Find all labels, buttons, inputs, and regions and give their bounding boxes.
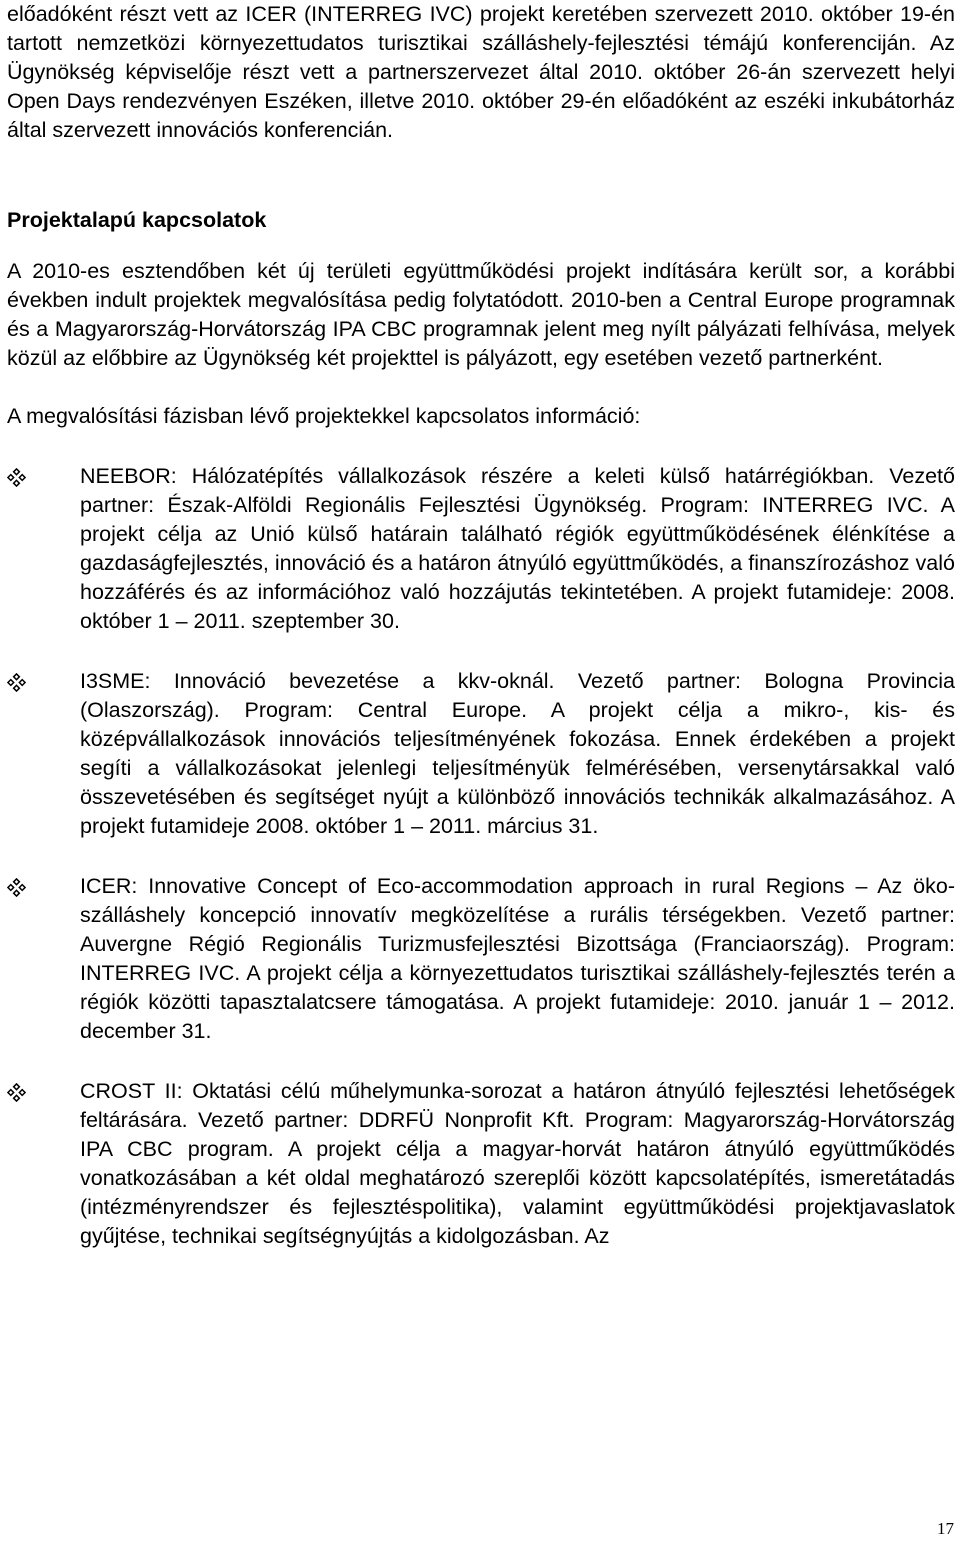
project-text: CROST II: Oktatási célú műhelymunka-sorozat a határon átnyúló fejlesztési lehetőségek feltárására. Vezető partner: DDRFÜ Nonprofit Kft. Program: Magyarország-Horvátország IPA CBC program. A projekt célja a magyar-horvát határon átnyúló együttműködés vonatkozásában a két oldal meghatározó szereplői között kapcsolatépítés, ismeretátadás (intézményrendszer és fejlesztéspolitika), valamint együttműködési projektjavaslatok gyűjtése, technikai segítségnyújtás a kidolgozásban. Az bbox=[80, 1079, 955, 1248]
project-item-neebor bbox=[7, 462, 955, 636]
document-page bbox=[7, 0, 955, 1251]
diamond-bullet-icon bbox=[7, 673, 26, 692]
project-text: I3SME: Innováció bevezetése a kkv-oknál. Vezető partner: Bologna Provincia (Olaszország). Program: Central Europe. A projekt célja a mikro-, kis- és középvállalkozások innovációs teljesítményének fokozása. Ennek érdekében a projekt segíti a vállalkozásokat jelenlegi teljesítményük felmérésében, versenytársakkal való összevetésében és segítséget nyújt a különböző innovációs technikák alkalmazásához. A projekt futamideje 2008. október 1 – 2011. március 31. bbox=[80, 669, 955, 838]
intro-paragraph: előadóként részt vett az ICER (INTERREG IVC) projekt keretében szervezett 2010. október 19-én tartott nemzetközi környezettudatos turisztikai szálláshely-fejlesztési témájú konferenciján. Az Ügynökség képviselője részt vett a partnerszervezet által 2010. október 26-án szervezett helyi Open Days rendezvényen Eszéken, illetve 2010. október 29-én előadóként az eszéki inkubátorház által szervezett innovációs konferencián. bbox=[7, 2, 955, 142]
project-item-i3sme bbox=[7, 667, 955, 841]
body-paragraph: A 2010-es esztendőben két új területi együttműködési projekt indítására került sor, a korábbi években indult projektek megvalósítása pedig folytatódott. 2010-ben a Central Europe programnak és a Magyarország-Horvátország IPA CBC programnak jelent meg nyílt pályázati felhívása, melyek közül az előbbire az Ügynökség két projekttel is pályázott, egy esetében vezető partnerként. bbox=[7, 259, 955, 370]
project-item-icer bbox=[7, 872, 955, 1046]
diamond-bullet-icon bbox=[7, 878, 26, 897]
project-text: ICER: Innovative Concept of Eco-accommodation approach in rural Regions – Az öko-szálláshely koncepció innovatív megközelítése a rurális térségekben. Vezető partner: Auvergne Régió Regionális Turizmusfejlesztési Bizottsága (Franciaország). Program: INTERREG IVC. A projekt célja a környezettudatos turisztikai szálláshely-fejlesztés terén a régiók közötti tapasztalatcsere támogatása. A projekt futamideje: 2010. január 1 – 2012. december 31. bbox=[80, 874, 955, 1043]
section-heading: Projektalapú kapcsolatok bbox=[7, 208, 267, 232]
project-list bbox=[7, 462, 955, 1251]
diamond-bullet-icon bbox=[7, 468, 26, 487]
project-item-crost-ii bbox=[7, 1077, 955, 1251]
page-number: 17 bbox=[937, 1519, 954, 1538]
list-intro-paragraph: A megvalósítási fázisban lévő projektekkel kapcsolatos információ: bbox=[7, 404, 641, 428]
diamond-bullet-icon bbox=[7, 1083, 26, 1102]
project-text: NEEBOR: Hálózatépítés vállalkozások részére a keleti külső határrégiókban. Vezető partner: Észak-Alföldi Regionális Fejlesztési Ügynökség. Program: INTERREG IVC. A projekt célja az Unió külső határain található régiók együttműködésének élénkítése a gazdaságfejlesztés, innováció és a határon átnyúló együttműködés, a finanszírozáshoz való hozzáférés és az információhoz való hozzájutás tekintetében. A projekt futamideje: 2008. október 1 – 2011. szeptember 30. bbox=[80, 464, 955, 633]
